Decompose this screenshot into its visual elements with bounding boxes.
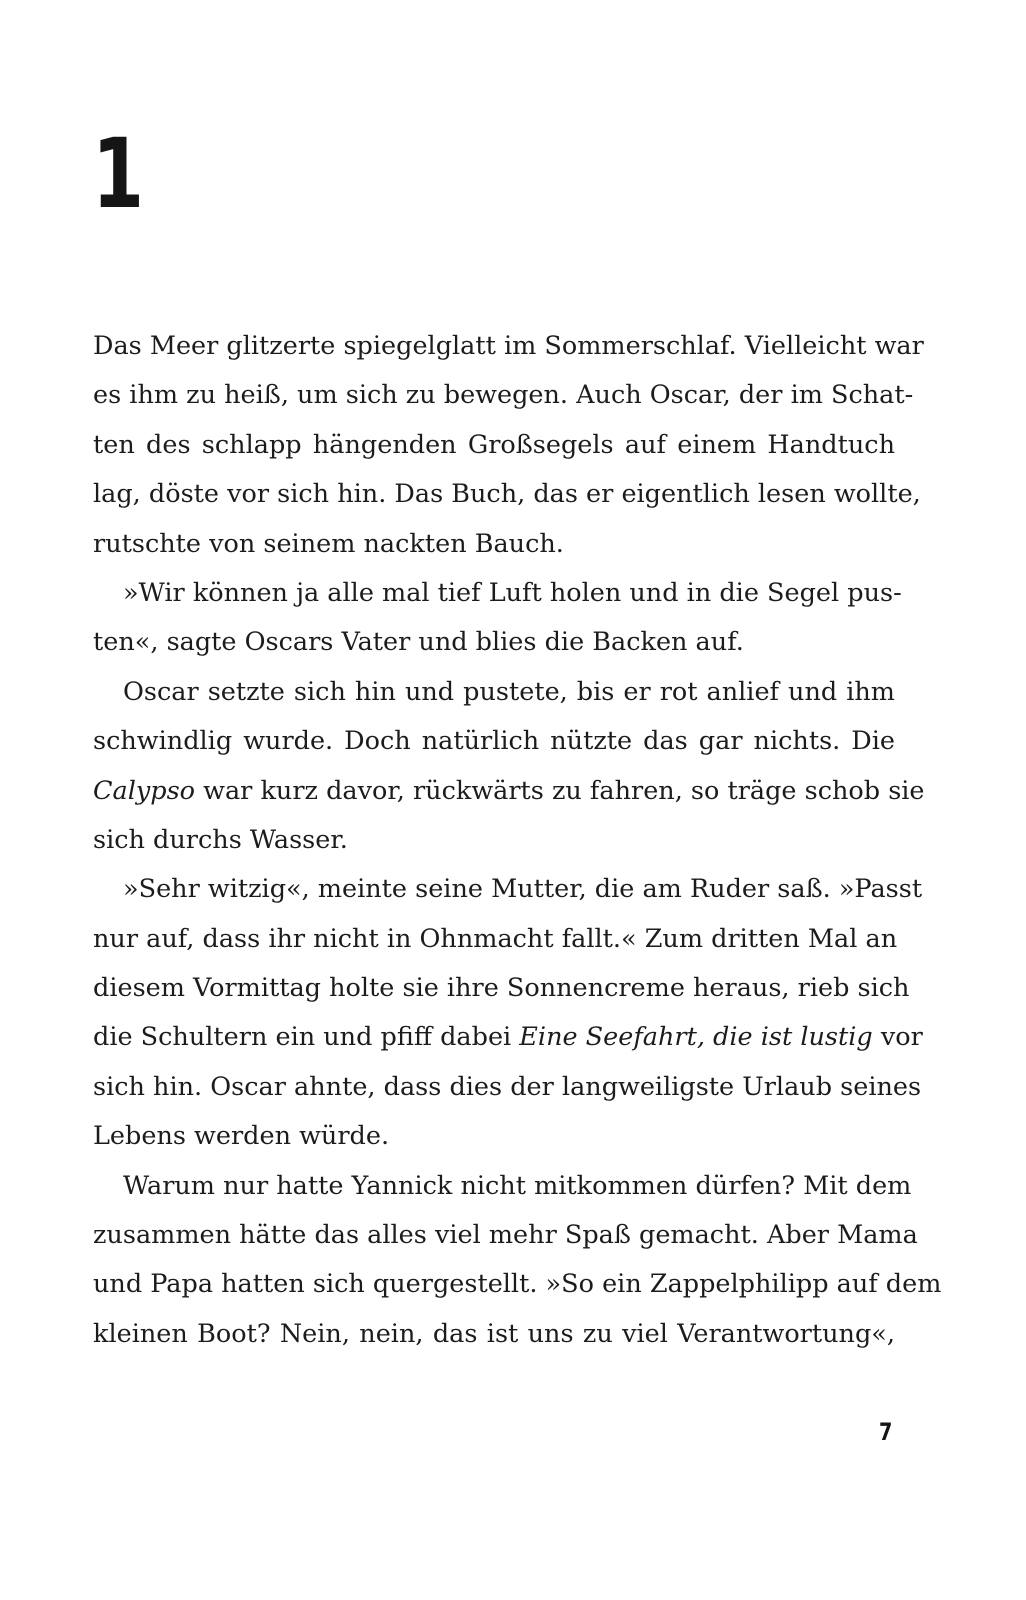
text-line [93, 767, 925, 816]
text-line: Das Meer glitzerte spiegelglatt im Sommerschlaf. Vielleicht war [93, 331, 924, 361]
text-line: lag, döste vor sich hin. Das Buch, das er eigentlich lesen wollte, [93, 479, 921, 510]
text-line: ten«, sagte Oscars Vater und blies die Backen auf. [93, 627, 744, 658]
text-line: es ihm zu heiß, um sich zu bewegen. Auch Oscar, der im Schat- [93, 380, 914, 411]
chapter-number: 1 [92, 118, 145, 230]
text-line-rest: vor [872, 1022, 923, 1053]
text-line: und Papa hatten sich quergestellt. »So ein Zappelphilipp auf dem [93, 1269, 942, 1300]
text-line: sich durchs Wasser. [93, 824, 348, 855]
italic-song-title: Eine Seefahrt, die ist lustig [519, 1022, 873, 1053]
italic-boat-name: Calypso [93, 775, 196, 806]
text-line: ten des schlapp hängenden Großsegels auf einem Handtuch [93, 429, 895, 460]
text-line: diesem Vormittag holte sie ihre Sonnencreme heraus, rieb sich [93, 973, 910, 1004]
text-line: sich hin. Oscar ahnte, dass dies der langweiligste Urlaub seines [93, 1071, 922, 1102]
text-line: Oscar setzte sich hin und pustete, bis er rot anlief und ihm [123, 676, 895, 707]
text-line: rutschte von seinem nackten Bauch. [93, 528, 564, 559]
text-line-start: die Schultern ein und pfiff dabei [93, 1022, 520, 1053]
text-line [93, 1013, 923, 1062]
chapter-body-text [93, 322, 942, 1359]
text-line: Lebens werden würde. [93, 1121, 390, 1152]
text-line: Warum nur hatte Yannick nicht mitkommen dürfen? Mit dem [123, 1170, 912, 1201]
text-line: »Sehr witzig«, meinte seine Mutter, die am Ruder saß. »Passt [123, 874, 923, 905]
text-line: kleinen Boot? Nein, nein, das ist uns zu viel Verantwortung«, [93, 1318, 895, 1349]
text-line: schwindlig wurde. Doch natürlich nützte das gar nichts. Die [93, 726, 895, 757]
text-line: »Wir können ja alle mal tief Luft holen und in die Segel pus- [123, 577, 902, 608]
text-line: zusammen hätte das alles viel mehr Spaß gemacht. Aber Mama [93, 1220, 918, 1251]
text-line-rest: war kurz davor, rückwärts zu fahren, so träge schob sie [195, 775, 925, 806]
text-line: nur auf, dass ihr nicht in Ohnmacht fallt.« Zum dritten Mal an [93, 923, 898, 954]
page-number: 7 [879, 1418, 893, 1446]
